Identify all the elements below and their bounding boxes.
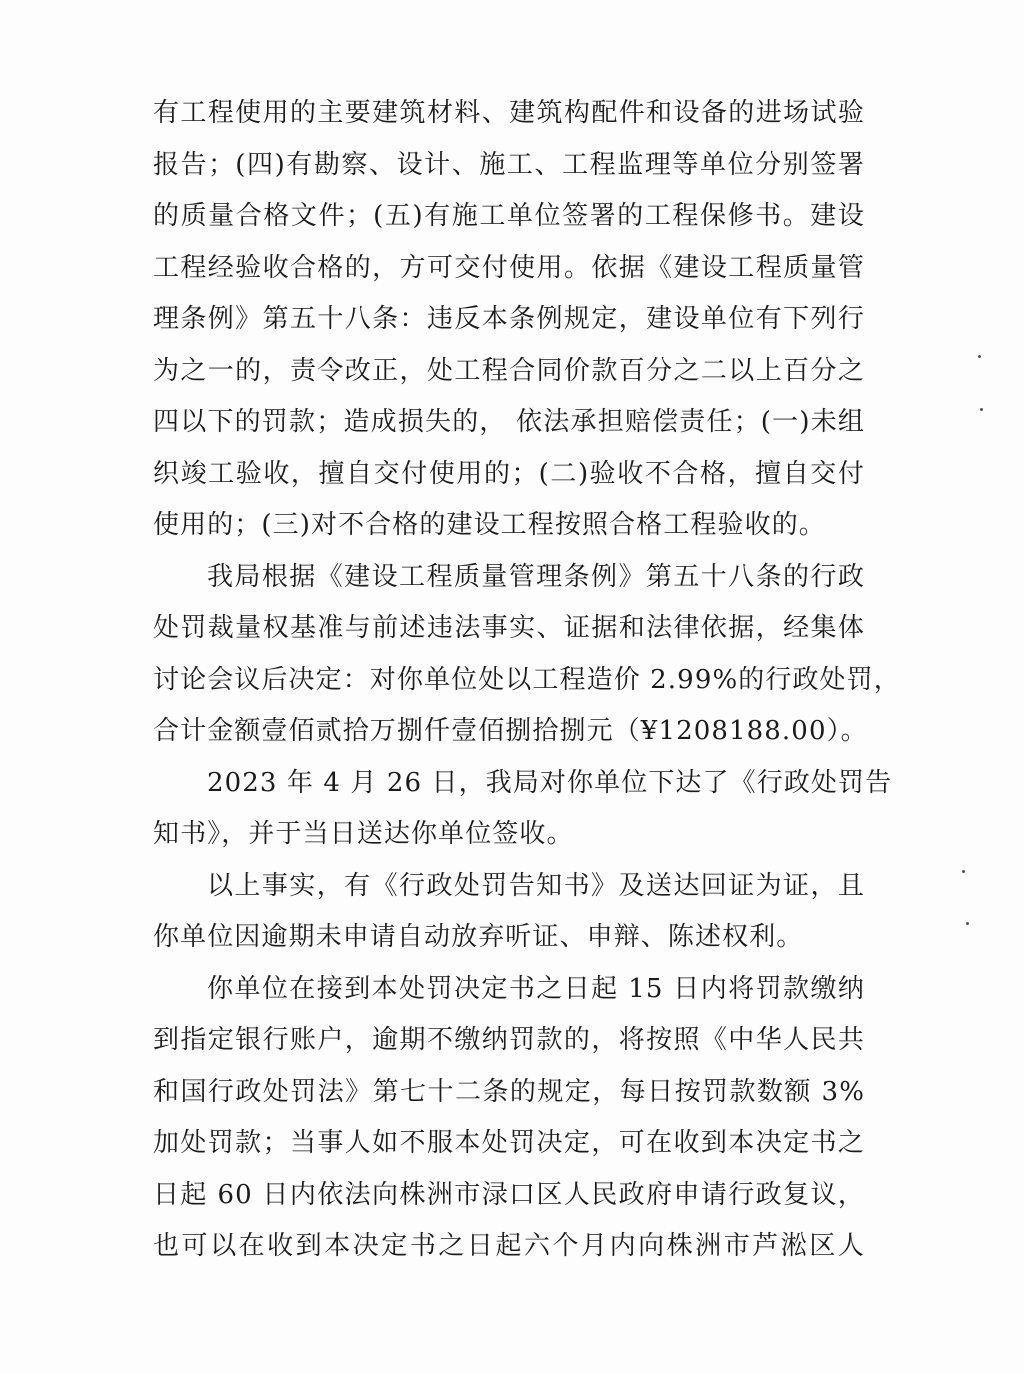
scan-speck: [980, 408, 983, 411]
text-line: 工程经验收合格的，方可交付使用。依据《建设工程质量管: [153, 252, 865, 283]
text-line: 加处罚款；当事人如不服本处罚决定，可在收到本决定书之: [153, 1128, 865, 1158]
document-body: [153, 88, 901, 1273]
text-line: 合计金额壹佰贰拾万捌仟壹佰捌拾捌元（¥1208188.00）。: [153, 716, 868, 746]
text-line: 讨论会议后决定：对你单位处以工程造价 2.99%的行政处罚，: [153, 664, 901, 695]
text-line: 和国行政处罚法》第七十二条的规定，每日按罚款数额 3%: [153, 1076, 865, 1107]
text-line: 为之一的，责令改正，处工程合同价款百分之二以上百分之: [153, 355, 865, 386]
paragraph-start-line: 2023 年 4 月 26 日，我局对你单位下达了《行政处罚告: [207, 767, 893, 798]
text-line: 的质量合格文件；(五)有施工单位签署的工程保修书。建设: [153, 201, 865, 231]
text-line: 织竣工验收，擅自交付使用的；(二)验收不合格，擅自交付: [153, 458, 865, 489]
text-line: 理条例》第五十八条：违反本条例规定，建设单位有下列行: [153, 304, 865, 334]
text-line: 处罚裁量权基准与前述违法事实、证据和法律依据，经集体: [153, 613, 865, 643]
text-line: 知书》，并于当日送达你单位签收。: [153, 819, 574, 849]
text-line: 使用的；(三)对不合格的建设工程按照合格工程验收的。: [153, 510, 826, 540]
paragraph-start-line: 你单位在接到本处罚决定书之日起 15 日内将罚款缴纳: [207, 973, 865, 1004]
text-line: 你单位因逾期未申请自动放弃听证、申辩、陈述权利。: [153, 922, 804, 952]
paragraph-start-line: 我局根据《建设工程质量管理条例》第五十八条的行政: [207, 561, 865, 592]
text-line: 到指定银行账户，逾期不缴纳罚款的，将按照《中华人民共: [153, 1025, 865, 1055]
scan-speck: [978, 355, 981, 358]
text-line: 有工程使用的主要建筑材料、建筑构配件和设备的进场试验: [153, 98, 865, 128]
text-line: 报告；(四)有勘察、设计、施工、工程监理等单位分别签署: [153, 149, 865, 180]
text-line: 也可以在收到本决定书之日起六个月内向株洲市芦淞区人: [153, 1231, 865, 1261]
text-line: 四以下的罚款；造成损失的， 依法承担赔偿责任；(一)未组: [153, 407, 865, 437]
scan-speck: [962, 870, 965, 873]
text-line: 日起 60 日内依法向株洲市渌口区人民政府申请行政复议，: [153, 1179, 865, 1210]
paragraph-start-line: 以上事实，有《行政处罚告知书》及送达回证为证，且: [207, 870, 865, 901]
scan-speck: [966, 922, 969, 925]
